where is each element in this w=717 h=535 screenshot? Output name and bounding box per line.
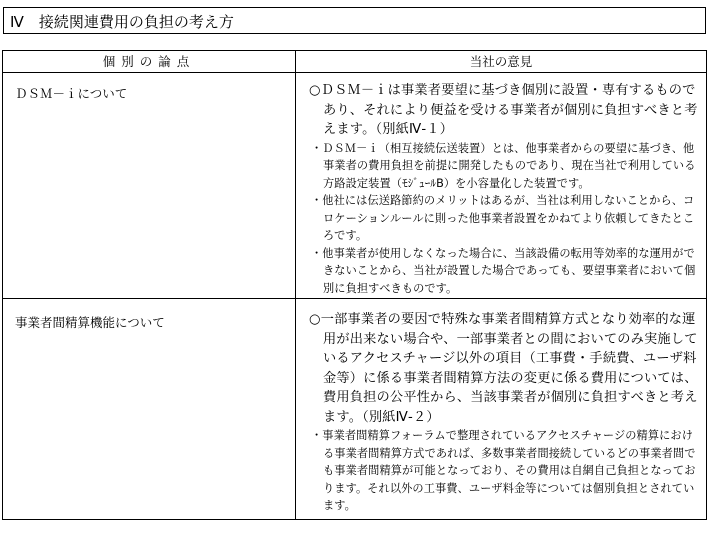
column-divider bbox=[295, 51, 296, 519]
section-title: Ⅳ 接続関連費用の負担の考え方 bbox=[10, 13, 234, 31]
row-2-opinion bbox=[309, 310, 704, 515]
opinion-table bbox=[2, 50, 707, 520]
row-2-topic: 事業者間精算機能について bbox=[15, 315, 165, 330]
row-1-opinion bbox=[309, 81, 704, 297]
row-2-bullet-1: ・事業者間精算フォーラムで整理されているアクセスチャージの精算における事業者間精算方式であれば、多数事業者間接続しているどの事業者間でも事業者間精算が可能となっており、その費用は自網自己負担となっております。それ以外の工事費、ユーザ料金等については個別負担とされています。 bbox=[311, 429, 696, 512]
header-topic: 個別の論点 bbox=[3, 51, 295, 73]
section-title-box bbox=[3, 7, 706, 34]
row-1-bullet-1: ・ＤＳＭ－ｉ（相互接続伝送装置）とは、他事業者からの要望に基づき、他事業者の費用負担を前提に開発したものであり、現在当社で利用している方路設定装置（ﾓｼﾞｭｰﾙB）を小容量化した装置です。 bbox=[311, 141, 696, 190]
row-2-main-opinion: ○一部事業者の要因で特殊な事業者間精算方式となり効率的な運用が出来ない場合や、一部事業者との間においてのみ実施しているアクセスチャージ以外の項目（工事費・手続費、ユーザ料金等）に係る事業者間精算方法の変更に係る費用については、費用負担の公平性から、当該事業者が個別に負担すべきと考えます。（別紙Ⅳ-２） bbox=[309, 312, 698, 425]
row-divider bbox=[3, 298, 706, 299]
row-1-topic: ＤＳＭ－ｉについて bbox=[15, 86, 128, 101]
row-1-bullet-3: ・他事業者が使用しなくなった場合に、当該設備の転用等効率的な運用ができないことから、当社が設置した場合であっても、要望事業者において個別に負担すべきものです。 bbox=[311, 246, 696, 295]
header-opinion: 当社の意見 bbox=[295, 51, 706, 73]
row-1-bullet-2: ・他社には伝送路節約のメリットはあるが、当社は利用しないことから、コロケーションルールに則った他事業者設置をかねてより依頼してきたところです。 bbox=[311, 194, 695, 242]
row-1-main-opinion: ○ＤＳＭ－ｉは事業者要望に基づき個別に設置・専有するものであり、それにより便益を受ける事業者が個別に負担すべきと考えます。（別紙Ⅳ-１） bbox=[309, 83, 698, 137]
